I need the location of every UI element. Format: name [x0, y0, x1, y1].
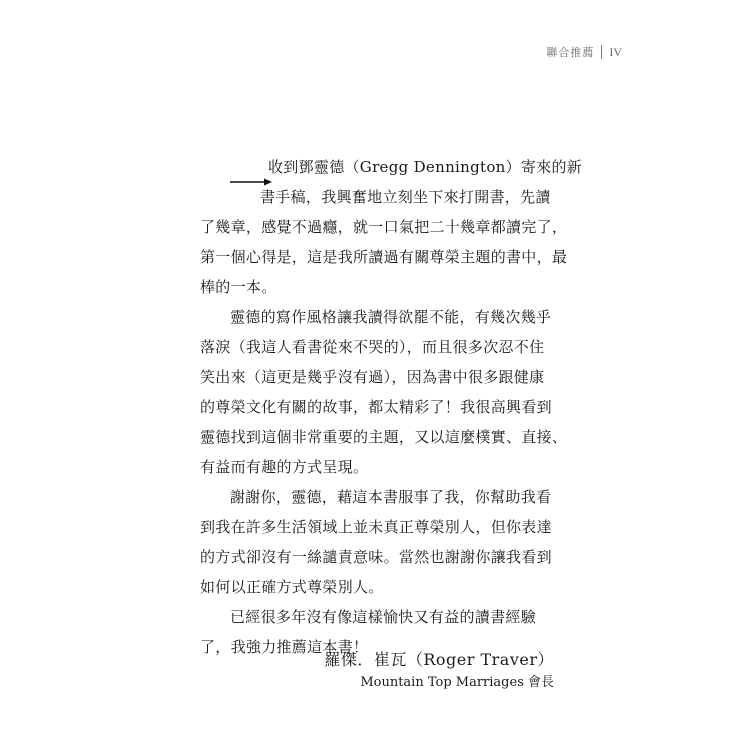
text-line: 靈德找到這個非常重要的主題，又以這麼樸實、直接、 — [200, 428, 568, 446]
text-line: 已經很多年沒有像這樣愉快又有益的讀書經驗 — [230, 608, 537, 626]
text-line: 書手稿，我興奮地立刻坐下來打開書，先讀 — [260, 188, 551, 206]
text-line: 落淚（我這人看書從來不哭的），而且很多次忍不住 — [200, 338, 545, 356]
text-line: 的方式卻沒有一絲譴責意味。當然也謝謝你讓我看到 — [200, 548, 552, 566]
signature-block — [324, 648, 554, 694]
body-text — [200, 152, 583, 662]
text-line: 笑出來（這更是幾乎沒有過），因為書中很多跟健康 — [200, 368, 545, 386]
text-line: 第一個心得是，這是我所讀過有關尊榮主題的書中，最 — [200, 248, 568, 266]
text-line: 的尊榮文化有關的故事，都太精彩了！我很高興看到 — [200, 398, 552, 416]
text-line: 如何以正確方式尊榮別人。 — [200, 578, 384, 596]
text-line: 靈德的寫作風格讓我讀得欲罷不能，有幾次幾乎 — [230, 308, 552, 326]
running-header — [546, 44, 622, 60]
signature-name: 羅傑．崔瓦（Roger Traver） — [324, 650, 554, 669]
text-line: 有益而有趣的方式呈現。 — [200, 458, 369, 476]
text-line: 謝謝你，靈德，藉這本書服事了我，你幫助我看 — [230, 488, 552, 506]
signature-title: Mountain Top Marriages 會長 — [360, 675, 554, 690]
text-line: 了，我強力推薦這本書！ — [200, 638, 369, 656]
text-line: 棒的一本。 — [200, 278, 277, 296]
text-line: 收到鄧靈德（Gregg Dennington）寄來的新 — [268, 158, 583, 176]
text-line: 了幾章，感覺不過癮，就一口氣把二十幾章都讀完了， — [200, 218, 568, 236]
paragraph — [200, 152, 583, 302]
header-divider — [601, 45, 602, 59]
section-title: 聯合推薦 — [546, 46, 595, 59]
page-number: IV — [609, 44, 622, 59]
paragraph — [200, 302, 568, 482]
paragraph — [200, 482, 560, 602]
text-line: 到我在許多生活領域上並未真正尊榮別人，但你表達 — [200, 518, 552, 536]
